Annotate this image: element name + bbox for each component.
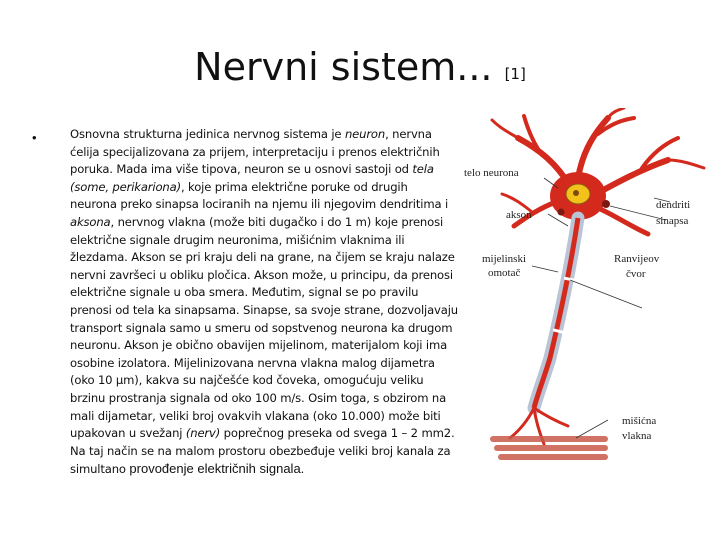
term-tela: tela (some, perikariona) — [70, 162, 434, 194]
label-telo-neurona: telo neurona — [464, 167, 519, 179]
label-mijelinski: mijelinski — [482, 253, 526, 265]
term-neuron: neuron — [344, 127, 386, 141]
muscle-fibers-shape — [490, 436, 608, 460]
title-text: Nervni sistem... — [194, 45, 493, 89]
term-aksona: aksona — [70, 214, 111, 229]
text-segment: poprečnog preseka od svega 1 – 2 mm2. Na taj način se na malom prostoru obezbeđuje veliki broj kanala za simultano — [70, 426, 455, 477]
text-segment: Osnovna strukturna jedinica nervnog sistema je — [70, 127, 345, 141]
slide-title — [0, 42, 720, 99]
label-leader-lines — [532, 178, 670, 438]
text-segment: , koje prima električne poruke od drugih neurona preko sinapsa lociranih na njemu ili njegovim dendritima i — [70, 179, 449, 212]
label-cvor: čvor — [626, 268, 646, 280]
label-dendriti: dendriti — [656, 199, 691, 211]
label-vlakna: vlakna — [622, 430, 652, 442]
bullet-marker: • — [32, 130, 37, 145]
title-reference: [1] — [504, 65, 526, 83]
neuron-diagram — [458, 108, 720, 468]
label-ranvijeov: Ranvijeov — [614, 253, 660, 265]
neuron-illustration — [458, 108, 720, 468]
label-misicna: mišićna — [622, 415, 657, 427]
text-segment: , nervna ćelija specijalizovana za prijem, interpretaciju i prenos električnih poruka. Mada ima više tipova, neuron se u osnovi sastoji od — [70, 127, 440, 177]
label-akson: akson — [506, 209, 532, 221]
label-sinapsa: sinapsa — [656, 215, 689, 227]
text-tail: provođenje električnih signala. — [129, 461, 305, 477]
synapse-knob — [558, 209, 565, 216]
body-paragraph — [70, 126, 458, 479]
nucleolus-shape — [573, 190, 579, 196]
term-nerv: (nerv) — [185, 426, 221, 441]
synapse-knob — [602, 200, 610, 208]
text-segment: , nervnog vlakna (može biti dugačko i do 1 m) koje prenosi električne signale drugim neuronima, mišićnim vlaknima ili žlezdama. Akson se pri kraju deli na grane, na čijem se kraju nalaze nervni završeci u obliku pločica. Akson može, u principu, da prenosi električne signale u oba smera. Međutim, signal se po pravilu prenosi od tela ka sinapsama. Sinapse, sa svoje strane, dozvoljavaju transport signala samo u smeru od sopstvenog neurona ka drugom neuronu. Akson je obično obavijen mijelinom, materijalom koji ima osobine izolatora. Mijelinizovana nervna vlakna malog dijametra (oko 10 μm), kakva su najčešće kod čoveka, omogućuju veliku brzinu prostranja signala od oko 100 m/s. Osim toga, s obzirom na mali dijametar, veliki broj ovakvih vlakana (oko 10.000) može biti upakovan u svežanj — [70, 214, 458, 441]
label-omotac: omotač — [488, 267, 521, 279]
